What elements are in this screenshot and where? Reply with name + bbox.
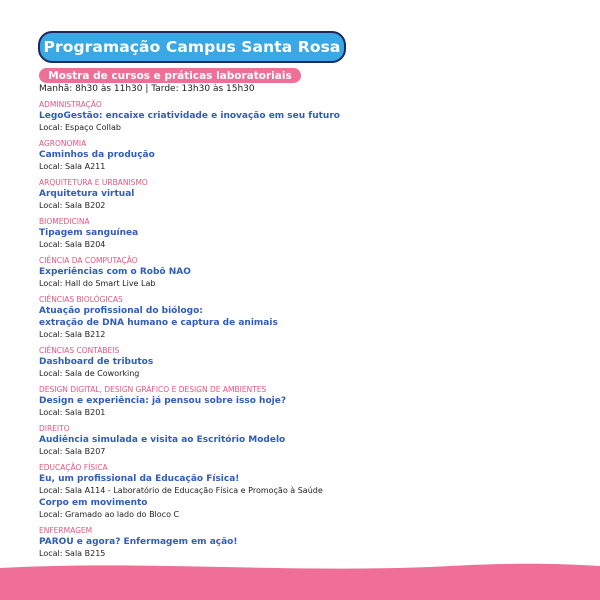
course-item <box>39 424 579 458</box>
course-activity: Audiência simulada e visita ao Escritório Modelo <box>39 435 286 445</box>
course-item <box>39 256 579 290</box>
course-location: Local: Sala B207 <box>39 447 106 456</box>
course-activity: Eu, um profissional da Educação Física! <box>39 474 240 484</box>
course-item <box>39 178 579 212</box>
course-item <box>39 100 579 134</box>
course-item <box>39 463 579 521</box>
course-area: ENFERMAGEM <box>39 526 93 535</box>
course-location: Local: Sala A211 <box>39 162 106 171</box>
course-location: Local: Espaço Collab <box>39 123 121 132</box>
course-item <box>39 385 579 419</box>
course-area: EDUCAÇÃO FÍSICA <box>39 463 108 472</box>
page-title: Programação Campus Santa Rosa <box>38 31 346 63</box>
course-area: CIÊNCIAS BIOLÓGICAS <box>39 295 123 304</box>
course-location-second: Local: Gramado ao lado do Bloco C <box>39 510 180 519</box>
course-location: Local: Sala B201 <box>39 408 106 417</box>
course-item <box>39 295 579 341</box>
course-activity-second: Corpo em movimento <box>39 498 148 508</box>
course-area: CIÊNCIA DA COMPUTAÇÃO <box>39 256 138 265</box>
course-item <box>39 217 579 251</box>
course-area: AGRONOMIA <box>39 139 87 148</box>
course-activity: LegoGestão: encaixe criatividade e inovação em seu futuro <box>39 111 340 121</box>
course-location: Local: Sala B215 <box>39 549 106 558</box>
course-location: Local: Sala B204 <box>39 240 106 249</box>
course-activity: Caminhos da produção <box>39 150 155 160</box>
course-area: BIOMEDICINA <box>39 217 90 226</box>
course-item <box>39 139 579 173</box>
course-activity: Tipagem sanguínea <box>39 228 139 238</box>
course-area: DESIGN DIGITAL, DESIGN GRÁFICO E DESIGN DE AMBIENTES <box>39 385 267 394</box>
course-location: Local: Sala de Coworking <box>39 369 140 378</box>
course-activity: PAROU e agora? Enfermagem em ação! <box>39 537 238 547</box>
course-area: ADMINISTRAÇÃO <box>39 100 102 109</box>
course-list <box>39 100 579 565</box>
course-area: DIREITO <box>39 424 70 433</box>
section-subtitle: Mostra de cursos e práticas laboratoriais <box>39 68 301 83</box>
course-activity: Dashboard de tributos <box>39 357 154 367</box>
course-location: Local: Sala B202 <box>39 201 106 210</box>
course-activity-line2: extração de DNA humano e captura de animais <box>39 318 278 328</box>
course-activity: Arquitetura virtual <box>39 189 135 199</box>
footer-wave-shape <box>0 564 600 600</box>
course-activity: Atuação profissional do biólogo: <box>39 306 203 316</box>
course-item <box>39 346 579 380</box>
course-area: ARQUITETURA E URBANISMO <box>39 178 148 187</box>
course-activity: Experiências com o Robô NAO <box>39 267 191 277</box>
course-location: Local: Sala A114 - Laboratório de Educação Física e Promoção à Saúde <box>39 486 323 495</box>
course-location: Local: Hall do Smart Live Lab <box>39 279 156 288</box>
footer-wave-decoration <box>0 560 600 600</box>
schedule-hours: Manhã: 8h30 às 11h30 | Tarde: 13h30 às 15h30 <box>39 84 255 94</box>
course-area: CIÊNCIAS CONTÁBEIS <box>39 346 120 355</box>
course-item <box>39 526 579 560</box>
course-activity: Design e experiência: já pensou sobre isso hoje? <box>39 396 287 406</box>
course-location: Local: Sala B212 <box>39 330 106 339</box>
